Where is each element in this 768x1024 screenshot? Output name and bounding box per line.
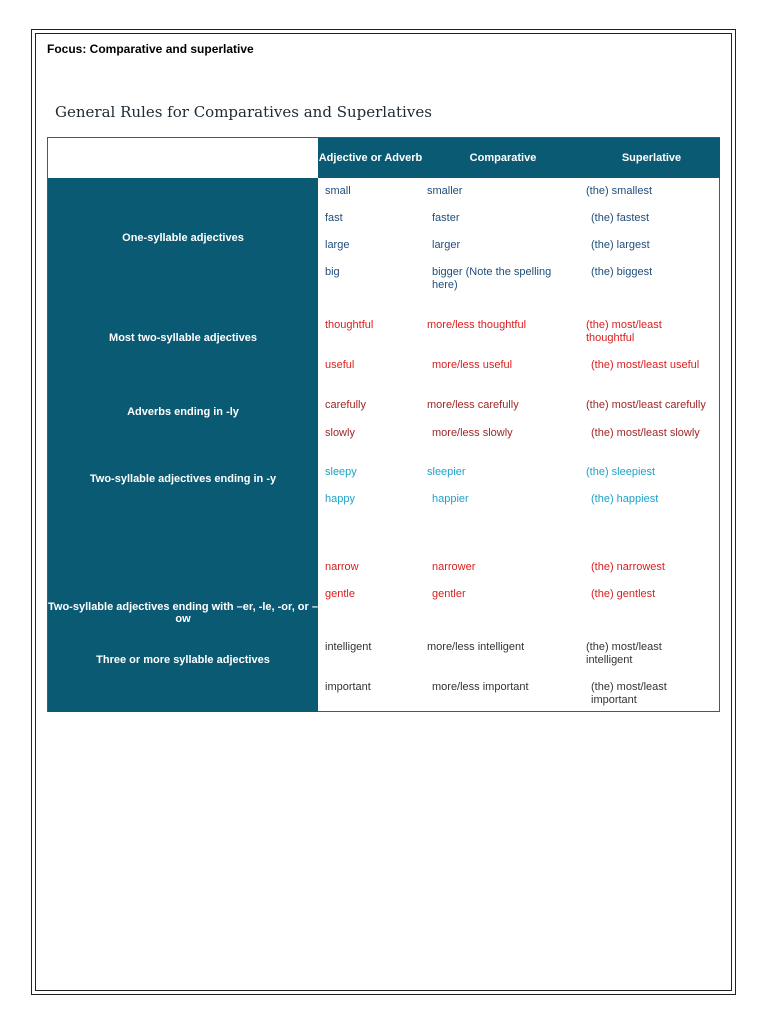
category-ending-y: Two-syllable adjectives ending in -y (89, 473, 277, 485)
category-one-syllable: One-syllable adjectives (122, 232, 244, 244)
table-cell: slowly (325, 427, 355, 439)
table-header (318, 138, 720, 178)
table-cell: sleepier (427, 466, 466, 478)
table-cell: (the) most/least useful (591, 359, 700, 371)
table-cell: big (325, 266, 340, 278)
table-cell: more/less important (432, 681, 529, 693)
table-cell: (the) narrowest (591, 561, 665, 573)
table-cell: (the) happiest (591, 493, 659, 505)
category-two-syllable: Most two-syllable adjectives (109, 332, 257, 344)
table-cell: gentle (325, 588, 355, 600)
table-cell: (the) gentlest (591, 588, 656, 600)
table-cell: carefully (325, 399, 366, 411)
table-cell: faster (432, 212, 460, 224)
table-cell: happy (325, 493, 355, 505)
rules-table (47, 137, 720, 712)
table-cell: narrow (325, 561, 359, 573)
table-cell: fast (325, 212, 343, 224)
category-adverbs-ly: Adverbs ending in -ly (127, 406, 239, 418)
table-cell: more/less intelligent (427, 641, 525, 653)
focus-label: Focus: Comparative and superlative (47, 42, 254, 56)
header-comparative: Comparative (469, 152, 537, 164)
table-cell: more/less thoughtful (427, 319, 527, 331)
table-cell: (the) most/least important (591, 681, 667, 706)
table-cell: more/less carefully (427, 399, 519, 411)
table-cell: bigger (Note the spelling here) (432, 266, 552, 291)
table-cell: narrower (432, 561, 476, 573)
table-cell: (the) largest (591, 239, 650, 251)
table-cell: important (325, 681, 371, 693)
table-cell: (the) sleepiest (586, 466, 656, 478)
table-cell: larger (432, 239, 461, 251)
category-three-syllable: Three or more syllable adjectives (96, 654, 270, 666)
table-cell: (the) most/least thoughtful (586, 319, 662, 344)
table-cell: (the) most/least carefully (586, 399, 706, 411)
table-cell: useful (325, 359, 355, 371)
table-cell: (the) biggest (591, 266, 653, 278)
table-cell: happier (432, 493, 469, 505)
table-cell: more/less useful (432, 359, 513, 371)
table-cell: more/less slowly (432, 427, 513, 439)
header-superlative: Superlative (621, 152, 682, 164)
page-title: General Rules for Comparatives and Superlatives (55, 103, 432, 121)
table-cell: (the) smallest (586, 185, 653, 197)
table-cell: (the) most/least intelligent (586, 641, 662, 666)
table-cell: large (325, 239, 350, 251)
header-adjective: Adjective or Adverb (318, 152, 423, 164)
table-cell: gentler (432, 588, 466, 600)
table-cell: thoughtful (325, 319, 374, 331)
table-cell: smaller (427, 185, 463, 197)
table-cell: (the) fastest (591, 212, 650, 224)
table-cell: (the) most/least slowly (591, 427, 700, 439)
category-column (48, 178, 318, 712)
table-cell: small (325, 185, 351, 197)
table-cell: intelligent (325, 641, 372, 653)
table-cell: sleepy (325, 466, 357, 478)
category-ending-er-le-or-ow: Two-syllable adjectives ending with –er, -le, -or, or –ow (48, 601, 318, 625)
